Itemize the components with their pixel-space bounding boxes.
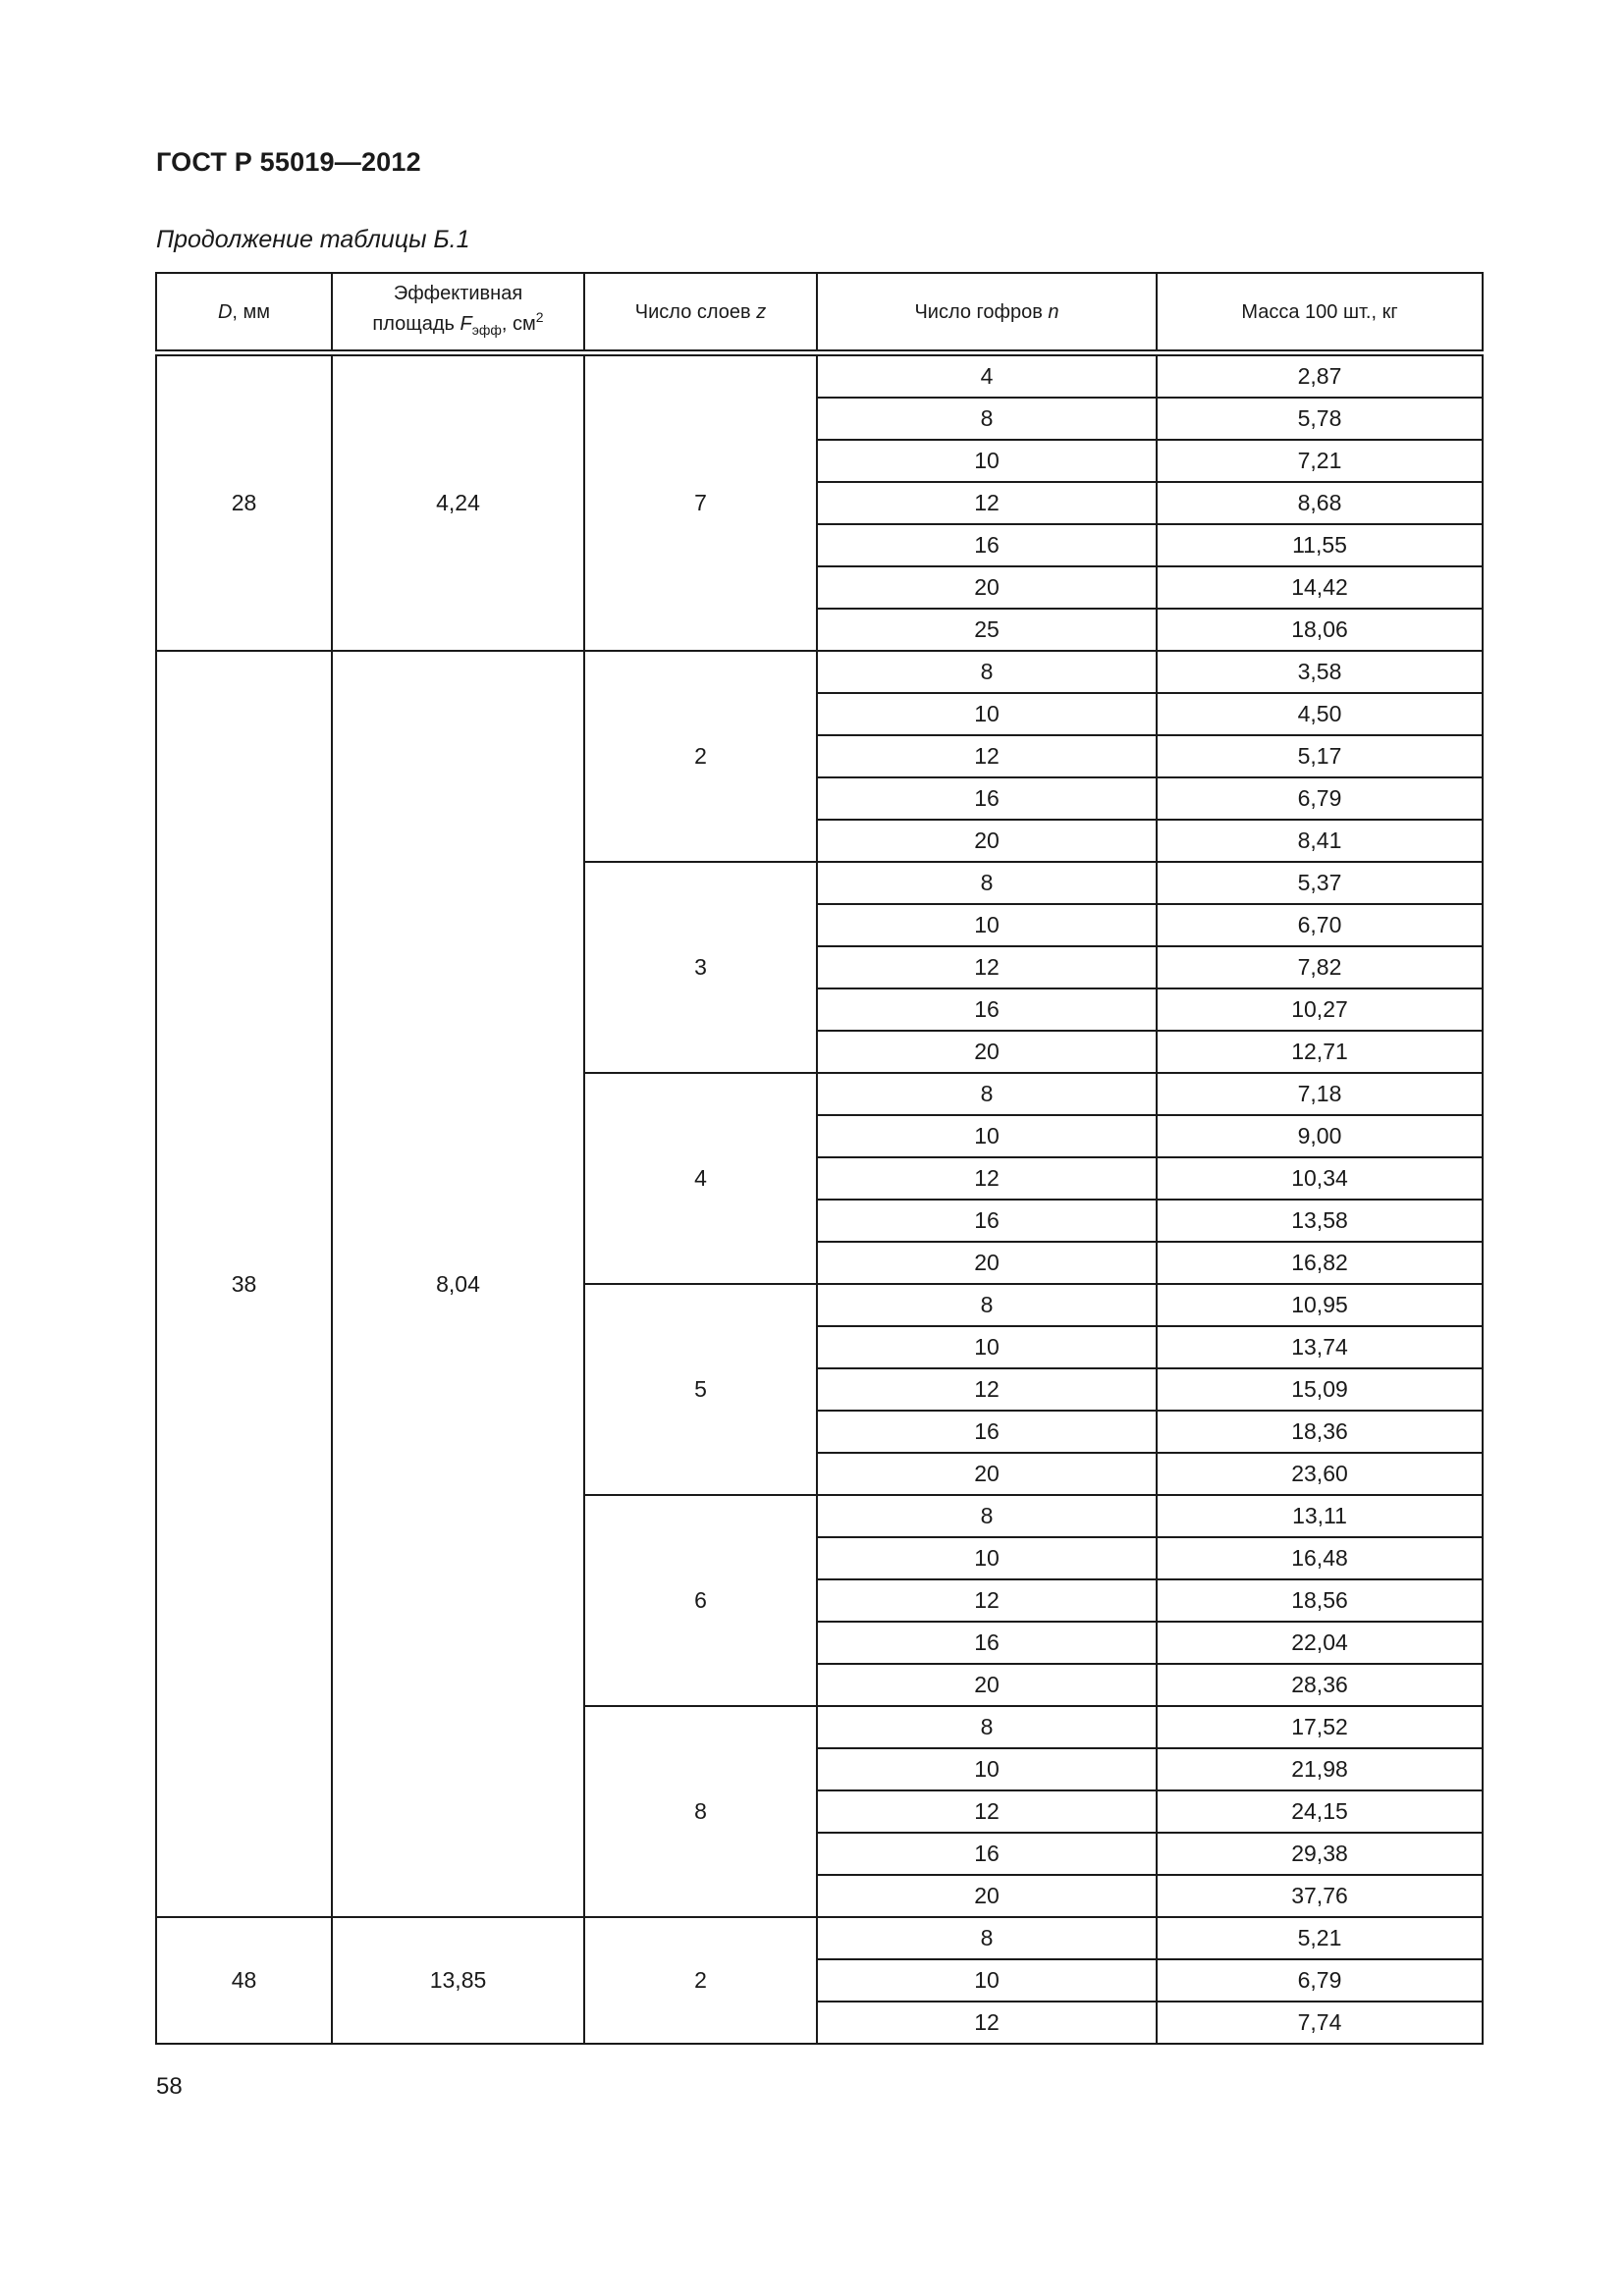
cell-corrugations: 20	[817, 820, 1157, 862]
cell-mass: 16,48	[1157, 1537, 1483, 1579]
table-row	[156, 1917, 1483, 1959]
cell-corrugations: 8	[817, 651, 1157, 693]
cell-mass: 9,00	[1157, 1115, 1483, 1157]
cell-mass: 22,04	[1157, 1622, 1483, 1664]
cell-corrugations: 20	[817, 1453, 1157, 1495]
page-number: 58	[156, 2073, 183, 2100]
cell-corrugations: 16	[817, 1622, 1157, 1664]
cell-corrugations: 10	[817, 904, 1157, 946]
cell-corrugations: 8	[817, 1073, 1157, 1115]
header-diameter: D, мм	[156, 273, 332, 353]
header-row	[156, 273, 1483, 353]
cell-effective-area: 13,85	[332, 1917, 584, 2044]
cell-corrugations: 20	[817, 1031, 1157, 1073]
header-corrugations: Число гофров n	[817, 273, 1157, 353]
table-row	[156, 353, 1483, 399]
cell-corrugations: 4	[817, 353, 1157, 399]
cell-corrugations: 25	[817, 609, 1157, 651]
cell-corrugations: 10	[817, 1748, 1157, 1790]
cell-layers: 5	[584, 1284, 817, 1495]
data-table	[155, 272, 1484, 2045]
cell-mass: 5,21	[1157, 1917, 1483, 1959]
cell-mass: 2,87	[1157, 353, 1483, 399]
table-row	[156, 651, 1483, 693]
cell-corrugations: 8	[817, 398, 1157, 440]
cell-corrugations: 16	[817, 988, 1157, 1031]
cell-mass: 17,52	[1157, 1706, 1483, 1748]
cell-mass: 8,68	[1157, 482, 1483, 524]
cell-mass: 16,82	[1157, 1242, 1483, 1284]
cell-mass: 13,74	[1157, 1326, 1483, 1368]
header-mass: Масса 100 шт., кг	[1157, 273, 1483, 353]
cell-layers: 7	[584, 353, 817, 652]
cell-corrugations: 20	[817, 566, 1157, 609]
cell-mass: 23,60	[1157, 1453, 1483, 1495]
header-layers: Число слоев z	[584, 273, 817, 353]
cell-mass: 6,79	[1157, 777, 1483, 820]
cell-corrugations: 10	[817, 440, 1157, 482]
cell-mass: 5,37	[1157, 862, 1483, 904]
header-effective-area: Эффективная площадь $F_{эфф}$, $см^2$	[332, 273, 584, 353]
cell-corrugations: 16	[817, 1411, 1157, 1453]
cell-corrugations: 10	[817, 1326, 1157, 1368]
cell-corrugations: 8	[817, 1495, 1157, 1537]
cell-corrugations: 12	[817, 1368, 1157, 1411]
cell-corrugations: 16	[817, 777, 1157, 820]
cell-mass: 6,70	[1157, 904, 1483, 946]
cell-mass: 18,56	[1157, 1579, 1483, 1622]
cell-mass: 29,38	[1157, 1833, 1483, 1875]
cell-corrugations: 12	[817, 482, 1157, 524]
cell-effective-area: 8,04	[332, 651, 584, 1917]
cell-corrugations: 8	[817, 862, 1157, 904]
cell-mass: 10,95	[1157, 1284, 1483, 1326]
cell-mass: 10,34	[1157, 1157, 1483, 1200]
cell-mass: 5,17	[1157, 735, 1483, 777]
cell-corrugations: 12	[817, 1157, 1157, 1200]
cell-mass: 8,41	[1157, 820, 1483, 862]
cell-layers: 2	[584, 651, 817, 862]
cell-corrugations: 8	[817, 1284, 1157, 1326]
cell-mass: 10,27	[1157, 988, 1483, 1031]
cell-mass: 5,78	[1157, 398, 1483, 440]
cell-corrugations: 16	[817, 1833, 1157, 1875]
cell-diameter: 48	[156, 1917, 332, 2044]
cell-corrugations: 10	[817, 693, 1157, 735]
cell-mass: 12,71	[1157, 1031, 1483, 1073]
cell-corrugations: 16	[817, 524, 1157, 566]
cell-corrugations: 12	[817, 2002, 1157, 2044]
cell-mass: 15,09	[1157, 1368, 1483, 1411]
cell-layers: 8	[584, 1706, 817, 1917]
cell-corrugations: 8	[817, 1706, 1157, 1748]
cell-mass: 13,11	[1157, 1495, 1483, 1537]
cell-corrugations: 10	[817, 1537, 1157, 1579]
cell-effective-area: 4,24	[332, 353, 584, 652]
cell-mass: 4,50	[1157, 693, 1483, 735]
cell-corrugations: 12	[817, 1579, 1157, 1622]
cell-diameter: 28	[156, 353, 332, 652]
cell-mass: 7,21	[1157, 440, 1483, 482]
cell-corrugations: 12	[817, 946, 1157, 988]
cell-layers: 6	[584, 1495, 817, 1706]
cell-corrugations: 12	[817, 735, 1157, 777]
cell-layers: 2	[584, 1917, 817, 2044]
table-caption: Продолжение таблицы Б.1	[156, 226, 470, 253]
cell-mass: 7,82	[1157, 946, 1483, 988]
cell-layers: 3	[584, 862, 817, 1073]
cell-mass: 7,74	[1157, 2002, 1483, 2044]
cell-corrugations: 20	[817, 1242, 1157, 1284]
cell-mass: 24,15	[1157, 1790, 1483, 1833]
cell-layers: 4	[584, 1073, 817, 1284]
cell-mass: 3,58	[1157, 651, 1483, 693]
cell-corrugations: 8	[817, 1917, 1157, 1959]
cell-corrugations: 10	[817, 1959, 1157, 2002]
cell-mass: 18,36	[1157, 1411, 1483, 1453]
cell-corrugations: 10	[817, 1115, 1157, 1157]
document-title: ГОСТ Р 55019—2012	[156, 147, 421, 177]
cell-corrugations: 12	[817, 1790, 1157, 1833]
cell-mass: 21,98	[1157, 1748, 1483, 1790]
cell-mass: 13,58	[1157, 1200, 1483, 1242]
cell-mass: 28,36	[1157, 1664, 1483, 1706]
cell-corrugations: 20	[817, 1664, 1157, 1706]
cell-mass: 7,18	[1157, 1073, 1483, 1115]
cell-mass: 14,42	[1157, 566, 1483, 609]
cell-diameter: 38	[156, 651, 332, 1917]
cell-corrugations: 20	[817, 1875, 1157, 1917]
table-body	[156, 353, 1483, 2045]
cell-mass: 37,76	[1157, 1875, 1483, 1917]
cell-mass: 6,79	[1157, 1959, 1483, 2002]
cell-corrugations: 16	[817, 1200, 1157, 1242]
cell-mass: 11,55	[1157, 524, 1483, 566]
cell-mass: 18,06	[1157, 609, 1483, 651]
